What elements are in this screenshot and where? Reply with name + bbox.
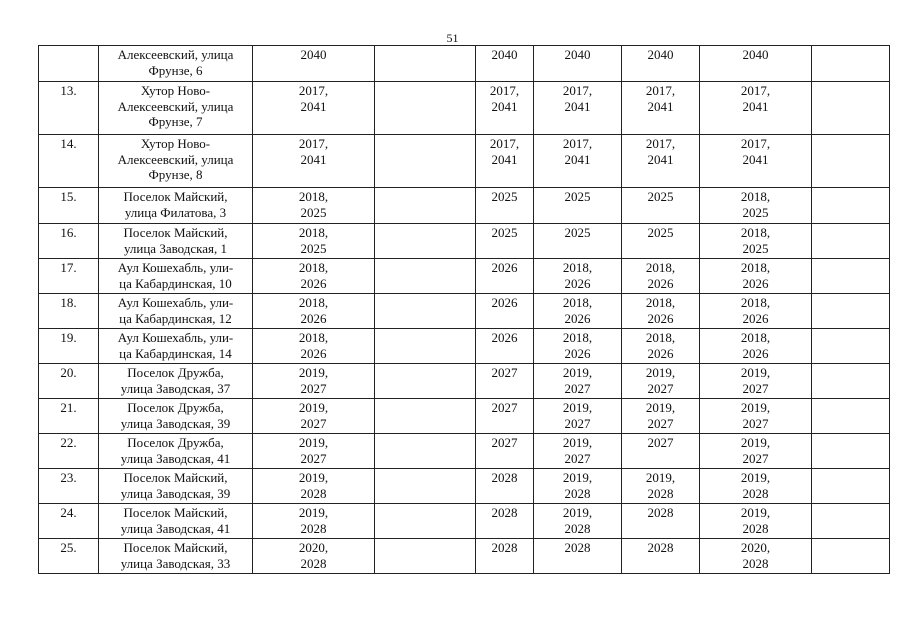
year-value: 2026	[491, 260, 518, 275]
year-value: 2017,	[298, 136, 329, 151]
year-cell-c2	[375, 329, 476, 364]
table-row	[39, 82, 890, 135]
address-line: улица Филатова, 3	[124, 204, 227, 220]
year-cell-c2	[375, 469, 476, 504]
year-value: 2026	[647, 345, 674, 361]
address-line: ца Кабардинская, 10	[119, 275, 232, 291]
year-value: 2017,	[740, 136, 771, 151]
year-cell-c5	[622, 82, 700, 135]
year-cell-c2	[375, 399, 476, 434]
row-number-cell: 13.	[39, 82, 99, 135]
year-cell-c3	[476, 224, 534, 259]
year-value: 2028	[300, 555, 327, 571]
year-value: 2025	[742, 204, 769, 220]
year-cell-c3	[476, 82, 534, 135]
year-value: 2019,	[645, 470, 676, 485]
year-value: 2027	[300, 450, 327, 466]
year-value: 2019,	[562, 365, 593, 380]
row-number-cell: 17.	[39, 259, 99, 294]
year-value: 2028	[564, 485, 591, 501]
address-line: Фрунзе, 6	[148, 62, 203, 78]
table-row	[39, 294, 890, 329]
year-cell-c3	[476, 294, 534, 329]
year-value: 2026	[647, 310, 674, 326]
address-line: улица Заводская, 33	[120, 555, 231, 571]
table-row	[39, 259, 890, 294]
year-cell-c1	[253, 188, 375, 224]
address-line: Поселок Майский,	[123, 470, 228, 485]
address-cell	[99, 364, 253, 399]
address-cell	[99, 82, 253, 135]
year-value: 2019,	[740, 470, 771, 485]
year-cell-c2	[375, 46, 476, 82]
year-cell-c1	[253, 224, 375, 259]
year-cell-c5	[622, 399, 700, 434]
year-value: 2018,	[645, 330, 676, 345]
year-cell-c4	[534, 329, 622, 364]
year-value: 2041	[742, 151, 769, 167]
year-value: 2028	[491, 470, 518, 485]
row-number-cell: 23.	[39, 469, 99, 504]
year-value: 2026	[300, 310, 327, 326]
year-value: 2018,	[645, 295, 676, 310]
year-value: 2026	[300, 275, 327, 291]
address-line: Фрунзе, 8	[148, 167, 203, 182]
year-cell-c4	[534, 224, 622, 259]
year-value: 2019,	[298, 505, 329, 520]
year-cell-c3	[476, 399, 534, 434]
year-cell-c1	[253, 82, 375, 135]
year-cell-c3	[476, 539, 534, 574]
year-value: 2026	[742, 345, 769, 361]
year-value: 2017,	[562, 136, 593, 151]
year-value: 2019,	[562, 505, 593, 520]
year-cell-c1	[253, 504, 375, 539]
year-value: 2025	[491, 225, 518, 240]
year-value: 2019,	[562, 435, 593, 450]
address-line: Поселок Майский,	[123, 225, 228, 240]
address-line: улица Заводская, 41	[120, 520, 231, 536]
year-cell-c1	[253, 135, 375, 188]
year-value: 2018,	[740, 189, 771, 204]
address-cell	[99, 504, 253, 539]
year-value: 2025	[742, 240, 769, 256]
address-line: улица Заводская, 37	[120, 380, 231, 396]
year-cell-c7	[812, 294, 890, 329]
year-cell-c4	[534, 188, 622, 224]
year-value: 2018,	[562, 295, 593, 310]
year-cell-c4	[534, 46, 622, 82]
year-cell-c6	[700, 364, 812, 399]
year-value: 2027	[742, 415, 769, 431]
year-value: 2026	[564, 275, 591, 291]
year-value: 2018,	[740, 260, 771, 275]
table-row	[39, 224, 890, 259]
year-value: 2018,	[298, 295, 329, 310]
year-value: 2040	[300, 47, 327, 62]
address-cell	[99, 469, 253, 504]
year-cell-c5	[622, 469, 700, 504]
year-value: 2028	[742, 555, 769, 571]
year-value: 2026	[491, 295, 518, 310]
year-cell-c4	[534, 399, 622, 434]
year-cell-c5	[622, 259, 700, 294]
year-cell-c4	[534, 135, 622, 188]
year-cell-c1	[253, 329, 375, 364]
year-value: 2028	[300, 520, 327, 536]
year-cell-c4	[534, 504, 622, 539]
address-line: Поселок Дружба,	[127, 435, 224, 450]
year-value: 2017,	[562, 83, 593, 98]
year-cell-c7	[812, 135, 890, 188]
address-line: Поселок Майский,	[123, 505, 228, 520]
row-number-cell: 18.	[39, 294, 99, 329]
year-cell-c7	[812, 82, 890, 135]
year-cell-c1	[253, 399, 375, 434]
table-row	[39, 364, 890, 399]
table-row	[39, 539, 890, 574]
year-value: 2025	[564, 225, 591, 240]
year-value: 2027	[742, 450, 769, 466]
year-value: 2017,	[645, 136, 676, 151]
year-value: 2028	[300, 485, 327, 501]
year-value: 2025	[564, 189, 591, 204]
table-row	[39, 504, 890, 539]
year-cell-c2	[375, 364, 476, 399]
year-value: 2018,	[562, 260, 593, 275]
year-value: 2028	[647, 485, 674, 501]
year-cell-c7	[812, 259, 890, 294]
year-value: 2018,	[298, 330, 329, 345]
year-value: 2025	[491, 189, 518, 204]
table-row	[39, 469, 890, 504]
row-number-cell: 16.	[39, 224, 99, 259]
year-value: 2040	[491, 47, 518, 62]
year-value: 2018,	[740, 330, 771, 345]
year-value: 2026	[742, 310, 769, 326]
year-value: 2025	[300, 204, 327, 220]
row-number-cell: 22.	[39, 434, 99, 469]
row-number-cell: 15.	[39, 188, 99, 224]
row-number-cell: 19.	[39, 329, 99, 364]
year-value: 2028	[491, 540, 518, 555]
year-value: 2028	[742, 485, 769, 501]
year-cell-c3	[476, 504, 534, 539]
year-cell-c6	[700, 46, 812, 82]
year-value: 2019,	[298, 435, 329, 450]
year-cell-c3	[476, 434, 534, 469]
year-value: 2026	[647, 275, 674, 291]
year-value: 2018,	[298, 225, 329, 240]
year-cell-c1	[253, 46, 375, 82]
year-value: 2025	[300, 240, 327, 256]
address-cell	[99, 135, 253, 188]
year-cell-c5	[622, 504, 700, 539]
year-value: 2041	[647, 98, 674, 114]
year-cell-c7	[812, 399, 890, 434]
year-value: 2027	[564, 380, 591, 396]
year-cell-c4	[534, 539, 622, 574]
year-value: 2025	[647, 225, 674, 240]
year-value: 2027	[491, 435, 518, 450]
year-cell-c5	[622, 188, 700, 224]
table-row	[39, 46, 890, 82]
year-value: 2027	[491, 400, 518, 415]
year-value: 2027	[647, 435, 674, 450]
year-value: 2027	[564, 415, 591, 431]
year-cell-c1	[253, 469, 375, 504]
year-value: 2041	[742, 98, 769, 114]
row-number-cell: 25.	[39, 539, 99, 574]
year-cell-c7	[812, 364, 890, 399]
year-value: 2027	[564, 450, 591, 466]
year-cell-c4	[534, 259, 622, 294]
address-line: Алексеевский, улица	[117, 98, 234, 114]
year-cell-c7	[812, 224, 890, 259]
year-cell-c2	[375, 539, 476, 574]
address-cell	[99, 329, 253, 364]
year-value: 2018,	[562, 330, 593, 345]
year-value: 2019,	[740, 505, 771, 520]
address-cell	[99, 188, 253, 224]
table-row	[39, 135, 890, 188]
year-value: 2041	[300, 98, 327, 114]
year-cell-c1	[253, 294, 375, 329]
year-value: 2026	[564, 310, 591, 326]
year-cell-c6	[700, 135, 812, 188]
year-cell-c3	[476, 259, 534, 294]
year-cell-c1	[253, 434, 375, 469]
year-value: 2041	[491, 98, 518, 114]
year-value: 2040	[742, 47, 769, 62]
address-line: Аул Кошехабль, ули-	[117, 295, 234, 310]
year-cell-c6	[700, 224, 812, 259]
year-cell-c2	[375, 259, 476, 294]
year-value: 2017,	[645, 83, 676, 98]
address-line: Фрунзе, 7	[148, 114, 203, 129]
year-value: 2028	[742, 520, 769, 536]
year-cell-c2	[375, 188, 476, 224]
address-line: Алексеевский, улица	[117, 151, 234, 167]
year-cell-c3	[476, 329, 534, 364]
year-value: 2026	[491, 330, 518, 345]
address-line: ца Кабардинская, 12	[119, 310, 232, 326]
year-cell-c5	[622, 135, 700, 188]
year-cell-c2	[375, 434, 476, 469]
address-line: улица Заводская, 39	[120, 485, 231, 501]
year-cell-c5	[622, 46, 700, 82]
year-value: 2019,	[740, 400, 771, 415]
year-value: 2026	[742, 275, 769, 291]
schedule-table	[38, 45, 890, 574]
address-line: улица Заводская, 39	[120, 415, 231, 431]
year-value: 2019,	[645, 365, 676, 380]
address-line: улица Заводская, 1	[123, 240, 228, 256]
table-row	[39, 434, 890, 469]
year-cell-c5	[622, 329, 700, 364]
year-cell-c6	[700, 82, 812, 135]
year-cell-c4	[534, 469, 622, 504]
year-cell-c6	[700, 504, 812, 539]
year-cell-c6	[700, 469, 812, 504]
year-value: 2019,	[562, 470, 593, 485]
year-value: 2027	[647, 380, 674, 396]
year-value: 2017,	[740, 83, 771, 98]
year-value: 2026	[564, 345, 591, 361]
address-cell	[99, 434, 253, 469]
year-cell-c7	[812, 504, 890, 539]
year-value: 2025	[647, 189, 674, 204]
address-line: Поселок Майский,	[123, 540, 228, 555]
address-line: Аул Кошехабль, ули-	[117, 260, 234, 275]
address-cell	[99, 539, 253, 574]
year-cell-c7	[812, 46, 890, 82]
year-cell-c6	[700, 188, 812, 224]
year-value: 2019,	[298, 365, 329, 380]
year-value: 2041	[564, 151, 591, 167]
year-cell-c1	[253, 539, 375, 574]
year-value: 2018,	[645, 260, 676, 275]
year-cell-c4	[534, 294, 622, 329]
year-cell-c3	[476, 46, 534, 82]
address-cell	[99, 294, 253, 329]
year-value: 2041	[491, 151, 518, 167]
address-line: Поселок Дружба,	[127, 400, 224, 415]
year-value: 2019,	[562, 400, 593, 415]
year-value: 2017,	[489, 83, 520, 98]
row-number-cell: 20.	[39, 364, 99, 399]
address-cell	[99, 46, 253, 82]
year-value: 2041	[564, 98, 591, 114]
year-cell-c5	[622, 294, 700, 329]
address-line: улица Заводская, 41	[120, 450, 231, 466]
address-line: Алексеевский, улица	[117, 47, 234, 62]
year-value: 2027	[647, 415, 674, 431]
year-value: 2018,	[740, 225, 771, 240]
year-cell-c6	[700, 329, 812, 364]
row-number-cell: 14.	[39, 135, 99, 188]
address-line: Поселок Дружба,	[127, 365, 224, 380]
year-value: 2020,	[740, 540, 771, 555]
year-value: 2019,	[740, 435, 771, 450]
year-cell-c3	[476, 364, 534, 399]
row-number-cell: 21.	[39, 399, 99, 434]
year-cell-c5	[622, 539, 700, 574]
year-value: 2027	[300, 415, 327, 431]
year-value: 2040	[647, 47, 674, 62]
year-cell-c6	[700, 294, 812, 329]
year-cell-c2	[375, 504, 476, 539]
table-row	[39, 329, 890, 364]
year-value: 2040	[564, 47, 591, 62]
year-cell-c6	[700, 259, 812, 294]
address-line: Поселок Майский,	[123, 189, 228, 204]
year-value: 2018,	[298, 260, 329, 275]
year-cell-c7	[812, 188, 890, 224]
page-number: 51	[446, 31, 459, 45]
year-cell-c1	[253, 259, 375, 294]
year-value: 2017,	[489, 136, 520, 151]
table-row	[39, 188, 890, 224]
year-cell-c4	[534, 82, 622, 135]
year-value: 2026	[300, 345, 327, 361]
year-cell-c3	[476, 135, 534, 188]
year-cell-c2	[375, 224, 476, 259]
year-value: 2019,	[298, 400, 329, 415]
year-cell-c6	[700, 539, 812, 574]
address-line: Аул Кошехабль, ули-	[117, 330, 234, 345]
year-value: 2028	[647, 540, 674, 555]
year-value: 2028	[647, 505, 674, 520]
year-cell-c4	[534, 364, 622, 399]
year-cell-c5	[622, 364, 700, 399]
table-row	[39, 399, 890, 434]
year-value: 2019,	[645, 400, 676, 415]
year-value: 2027	[300, 380, 327, 396]
year-value: 2019,	[298, 470, 329, 485]
year-value: 2027	[742, 380, 769, 396]
year-cell-c5	[622, 434, 700, 469]
year-cell-c3	[476, 469, 534, 504]
year-value: 2020,	[298, 540, 329, 555]
year-value: 2019,	[740, 365, 771, 380]
address-line: ца Кабардинская, 14	[119, 345, 232, 361]
year-cell-c5	[622, 224, 700, 259]
year-value: 2017,	[298, 83, 329, 98]
year-cell-c2	[375, 135, 476, 188]
year-cell-c4	[534, 434, 622, 469]
address-cell	[99, 399, 253, 434]
year-value: 2018,	[298, 189, 329, 204]
year-cell-c3	[476, 188, 534, 224]
year-value: 2028	[491, 505, 518, 520]
year-value: 2018,	[740, 295, 771, 310]
year-value: 2041	[647, 151, 674, 167]
year-cell-c2	[375, 294, 476, 329]
year-cell-c1	[253, 364, 375, 399]
year-cell-c7	[812, 329, 890, 364]
address-cell	[99, 259, 253, 294]
year-cell-c7	[812, 434, 890, 469]
year-value: 2028	[564, 520, 591, 536]
year-value: 2027	[491, 365, 518, 380]
address-line: Хутор Ново-	[140, 83, 211, 98]
year-value: 2041	[300, 151, 327, 167]
year-cell-c7	[812, 469, 890, 504]
year-value: 2028	[564, 540, 591, 555]
year-cell-c6	[700, 399, 812, 434]
year-cell-c6	[700, 434, 812, 469]
row-number-cell	[39, 46, 99, 82]
address-line: Хутор Ново-	[140, 136, 211, 151]
address-cell	[99, 224, 253, 259]
year-cell-c2	[375, 82, 476, 135]
row-number-cell: 24.	[39, 504, 99, 539]
year-cell-c7	[812, 539, 890, 574]
